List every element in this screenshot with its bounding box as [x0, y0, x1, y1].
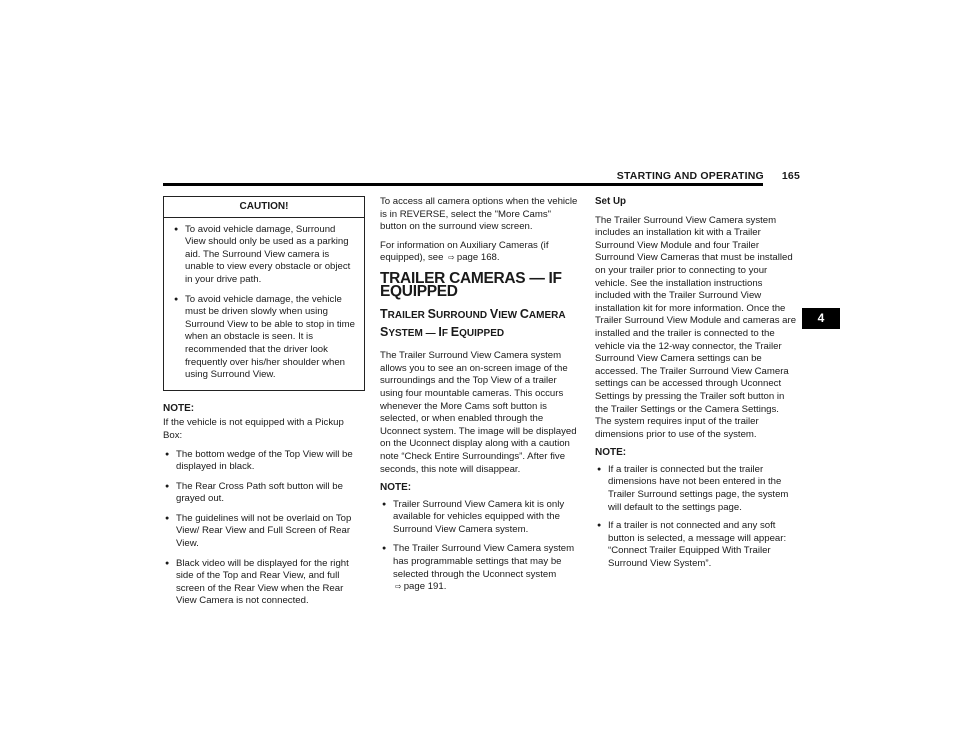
paragraph-ref: [380, 240, 580, 265]
caution-item: ● To avoid vehicle damage, Surround View should only be used as a parking aid. The Surround View camera is unable to view every obstacle or object in your drive path.: [172, 224, 356, 287]
page-reference-link[interactable]: page 168.: [456, 252, 500, 264]
subsection-heading: TRAILER SURROUND VIEW CAMERA SYSTEM — IF EQUIPPED: [380, 307, 566, 340]
column-2: [380, 196, 580, 594]
setup-heading: Set Up: [595, 196, 627, 207]
note-intro: If the vehicle is not equipped with a Pickup Box:: [163, 417, 344, 441]
column-1: [163, 196, 365, 608]
header-rule: [163, 183, 763, 186]
note-item: ● Black video will be displayed for the right side of the Top and Rear View, and full screen of the Rear View when the Rear View Camera is not connected.: [163, 558, 365, 608]
page-number: 165: [781, 170, 800, 182]
caution-list: [172, 224, 356, 382]
note-list: [163, 449, 365, 609]
section-heading: TRAILER CAMERAS — IF EQUIPPED: [380, 269, 562, 300]
note-item: ● The bottom wedge of the Top View will be displayed in black.: [163, 449, 365, 474]
note-list: [595, 464, 797, 571]
note-item: ● If a trailer is not connected and any soft button is selected, a message will appear: “Connect Trailer Equipped With Trailer Surround View System”.: [595, 520, 797, 570]
caution-title: CAUTION!: [164, 197, 364, 218]
note-item: ● The Trailer Surround View Camera system has programmable settings that may be selected through the Uconnect system ⇨ page 191.: [380, 543, 580, 593]
note-list: [380, 499, 580, 594]
paragraph: To access all camera options when the vehicle is in REVERSE, select the "More Cams" button on the surround view screen.: [380, 196, 578, 233]
note-title: NOTE:: [163, 402, 195, 414]
paragraph: The Trailer Surround View Camera system allows you to see an on-screen image of the surroundings and the Top View of a trailer using four mountable cameras. This occurs whenever the More Cams soft button is selected, or when enabled through the Uconnect system. The image will be displayed on the Uconnect display along with a caution note “Check Entire Surroundings”. After five seconds, this note will disappear.: [380, 350, 577, 475]
paragraph-text: For information on Auxiliary Cameras (if equipped), see: [380, 239, 549, 264]
page-ref-arrow-icon: ⇨: [448, 253, 455, 263]
section-title: STARTING AND OPERATING: [616, 170, 764, 182]
column-3: [595, 196, 797, 577]
page-reference-link[interactable]: page 191.: [403, 581, 447, 593]
note-title: NOTE:: [595, 447, 627, 459]
note-item: ● If a trailer is connected but the trailer dimensions have not been entered in the Trailer Surround settings page, the system will default to the settings page.: [595, 464, 797, 514]
caution-box: [163, 196, 365, 391]
caution-item: ● To avoid vehicle damage, the vehicle must be driven slowly when using Surround View to be able to stop in time when an obstacle is seen. It is recommended that the driver look frequently over his/her shoulder when using Surround View.: [172, 294, 356, 382]
page-header: [617, 170, 800, 182]
note-item: ● Trailer Surround View Camera kit is only available for vehicles equipped with the Surround View Camera system.: [380, 499, 580, 537]
chapter-tab: 4: [802, 308, 840, 329]
note-item: ● The Rear Cross Path soft button will be grayed out.: [163, 481, 365, 506]
note-title: NOTE:: [380, 482, 412, 494]
paragraph: The Trailer Surround View Camera system includes an installation kit with a Trailer Surround View Module and four Trailer Surround View Cameras that must be installed on your trailer prior to connecting to your vehicle. See the installation instructions included with the Trailer Surround View installation kit for more information. Once the Trailer Surround View Module and cameras are installed and the trailer is connected to the vehicle via the 12-way connector, the Trailer Surround View Camera settings can be accessed. The Trailer Surround View Camera settings can be accessed through Uconnect Settings by pressing the Trailer soft button in the Trailer Settings or the Camera Settings. The system requires input of the trailer dimensions prior to use of the system.: [595, 214, 797, 440]
note-item: ● The guidelines will not be overlaid on Top View/ Rear View and Full Screen of Rear View.: [163, 513, 365, 551]
page-ref-arrow-icon: ⇨: [395, 582, 402, 592]
